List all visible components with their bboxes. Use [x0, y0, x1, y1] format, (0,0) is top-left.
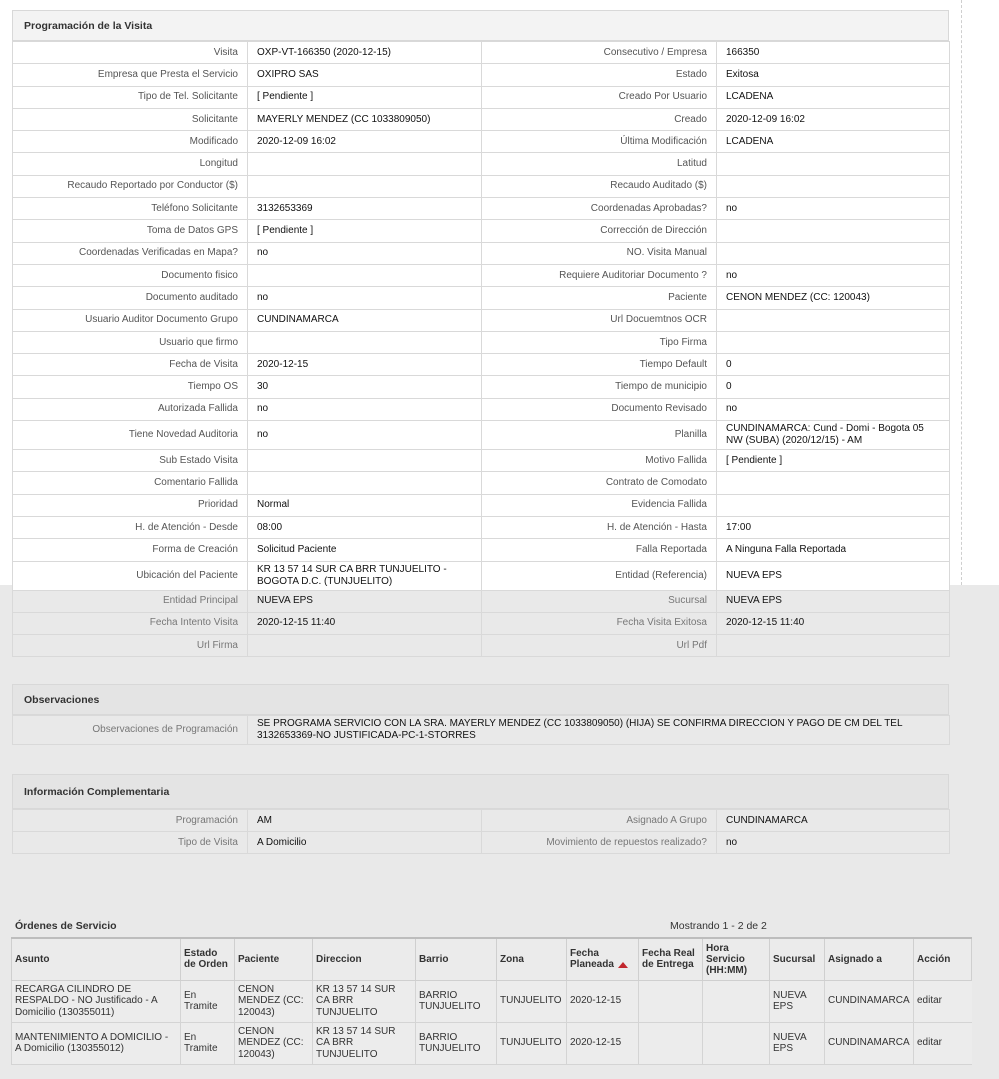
label-contrato-de-comodato: Contrato de Comodato	[482, 472, 717, 494]
field-row	[13, 198, 950, 220]
label-empresa-que-presta-el-servicio: Empresa que Presta el Servicio	[13, 64, 248, 86]
field-row	[13, 635, 950, 657]
field-row	[13, 398, 950, 420]
field-row	[13, 472, 950, 494]
field-row	[13, 287, 950, 309]
field-row	[13, 421, 950, 450]
field-row	[13, 590, 950, 612]
label-creado: Creado	[482, 108, 717, 130]
cell-direccion: KR 13 57 14 SUR CA BRR TUNJUELITO	[313, 1022, 416, 1064]
cell-zona: TUNJUELITO	[497, 980, 567, 1022]
cell-asignado: CUNDINAMARCA	[825, 1022, 914, 1064]
value-programacion: AM	[248, 810, 482, 832]
value-documento-auditado: no	[248, 287, 482, 309]
column-header-barrio[interactable]	[416, 938, 497, 980]
informacion-complementaria-panel	[12, 774, 949, 854]
value-prioridad: Normal	[248, 494, 482, 516]
cell-fecha-real	[639, 1022, 703, 1064]
value-recaudo-reportado-por-conductor	[248, 175, 482, 197]
cell-fecha-planeada: 2020-12-15	[567, 980, 639, 1022]
value-usuario-que-firmo	[248, 331, 482, 353]
label-motivo-fallida: Motivo Fallida	[482, 450, 717, 472]
cell-fecha-planeada: 2020-12-15	[567, 1022, 639, 1064]
label-comentario-fallida: Comentario Fallida	[13, 472, 248, 494]
value-toma-de-datos-gps: [ Pendiente ]	[248, 220, 482, 242]
label-paciente: Paciente	[482, 287, 717, 309]
label-coordenadas-verificadas-en-mapa: Coordenadas Verificadas en Mapa?	[13, 242, 248, 264]
value-sucursal: NUEVA EPS	[717, 590, 950, 612]
value-url-firma	[248, 635, 482, 657]
column-header-label: Paciente	[238, 953, 280, 965]
field-row	[13, 64, 950, 86]
label-solicitante: Solicitante	[13, 108, 248, 130]
column-header-accion[interactable]	[914, 938, 972, 980]
cell-asignado: CUNDINAMARCA	[825, 980, 914, 1022]
value-entidad-referencia: NUEVA EPS	[717, 561, 950, 590]
field-row	[13, 832, 950, 854]
label-sucursal: Sucursal	[482, 590, 717, 612]
value-fecha-visita-exitosa: 2020-12-15 11:40	[717, 612, 950, 634]
field-row	[13, 264, 950, 286]
programacion-table	[12, 41, 950, 657]
label-modificado: Modificado	[13, 131, 248, 153]
label-tiempo-os: Tiempo OS	[13, 376, 248, 398]
field-row	[13, 242, 950, 264]
value-modificado: 2020-12-09 16:02	[248, 131, 482, 153]
complementaria-table	[12, 809, 950, 854]
table-row	[12, 980, 972, 1022]
value-forma-de-creacion: Solicitud Paciente	[248, 539, 482, 561]
cell-accion	[914, 980, 972, 1022]
column-header-label: Zona	[500, 953, 524, 965]
value-no-visita-manual	[717, 242, 950, 264]
value-solicitante: MAYERLY MENDEZ (CC 1033809050)	[248, 108, 482, 130]
cell-sucursal: NUEVA EPS	[770, 1022, 825, 1064]
value-correccion-de-direccion	[717, 220, 950, 242]
column-header-direccion[interactable]	[313, 938, 416, 980]
label-documento-auditado: Documento auditado	[13, 287, 248, 309]
label-prioridad: Prioridad	[13, 494, 248, 516]
label-tiene-novedad-auditoria: Tiene Novedad Auditoria	[13, 421, 248, 450]
label-falla-reportada: Falla Reportada	[482, 539, 717, 561]
label-creado-por-usuario: Creado Por Usuario	[482, 86, 717, 108]
label-entidad-referencia: Entidad (Referencia)	[482, 561, 717, 590]
label-evidencia-fallida: Evidencia Fallida	[482, 494, 717, 516]
observaciones-row	[13, 716, 950, 745]
label-telefono-solicitante: Teléfono Solicitante	[13, 198, 248, 220]
field-row	[13, 108, 950, 130]
ordenes-title: Órdenes de Servicio	[15, 920, 117, 932]
value-longitud	[248, 153, 482, 175]
cell-barrio: BARRIO TUNJUELITO	[416, 1022, 497, 1064]
value-h-de-atencion-hasta: 17:00	[717, 516, 950, 538]
label-documento-fisico: Documento fisico	[13, 264, 248, 286]
column-header-asignado-a[interactable]	[825, 938, 914, 980]
label-tiempo-de-municipio: Tiempo de municipio	[482, 376, 717, 398]
cell-zona: TUNJUELITO	[497, 1022, 567, 1064]
edit-link[interactable]: editar	[917, 1037, 943, 1049]
label-requiere-auditoriar-documento: Requiere Auditoriar Documento ?	[482, 264, 717, 286]
cell-asunto: MANTENIMIENTO A DOMICILIO - A Domicilio (130355012)	[12, 1022, 181, 1064]
field-row	[13, 539, 950, 561]
label-estado: Estado	[482, 64, 717, 86]
label-fecha-visita-exitosa: Fecha Visita Exitosa	[482, 612, 717, 634]
ordenes-table	[11, 937, 972, 1065]
label-longitud: Longitud	[13, 153, 248, 175]
observaciones-panel	[12, 684, 949, 745]
label-h-de-atencion-desde: H. de Atención - Desde	[13, 516, 248, 538]
column-header-label: Asignado a	[828, 953, 882, 965]
column-header-label: Asunto	[15, 953, 50, 965]
column-header-label: Direccion	[316, 953, 362, 965]
value-tipo-firma	[717, 331, 950, 353]
label-programacion: Programación	[13, 810, 248, 832]
value-fecha-intento-visita: 2020-12-15 11:40	[248, 612, 482, 634]
value-fecha-de-visita: 2020-12-15	[248, 354, 482, 376]
value-url-pdf	[717, 635, 950, 657]
cell-estado: En Tramite	[181, 1022, 235, 1064]
programacion-panel	[12, 10, 949, 657]
field-row	[13, 309, 950, 331]
cell-fecha-real	[639, 980, 703, 1022]
value-url-docuemtnos-ocr	[717, 309, 950, 331]
field-row	[13, 42, 950, 64]
cell-paciente: CENON MENDEZ (CC: 120043)	[235, 980, 313, 1022]
sort-asc-icon[interactable]	[618, 962, 628, 968]
field-row	[13, 494, 950, 516]
column-header-label: Fecha Planeada	[570, 948, 614, 971]
field-row	[13, 153, 950, 175]
label-tiempo-default: Tiempo Default	[482, 354, 717, 376]
panel-title: Observaciones	[12, 684, 949, 715]
cell-sucursal: NUEVA EPS	[770, 980, 825, 1022]
field-row	[13, 561, 950, 590]
observaciones-table	[12, 715, 950, 745]
label-usuario-que-firmo: Usuario que firmo	[13, 331, 248, 353]
value-documento-revisado: no	[717, 398, 950, 420]
value-asignado-a-grupo: CUNDINAMARCA	[717, 810, 950, 832]
table-row	[12, 1022, 972, 1064]
column-header-label: Hora Servicio (HH:MM)	[706, 942, 748, 976]
value-usuario-auditor-documento-grupo: CUNDINAMARCA	[248, 309, 482, 331]
label-coordenadas-aprobadas: Coordenadas Aprobadas?	[482, 198, 717, 220]
column-header-asunto[interactable]	[12, 938, 181, 980]
observaciones-value: SE PROGRAMA SERVICIO CON LA SRA. MAYERLY MENDEZ (CC 1033809050) (HIJA) SE CONFIRMA DIRECCION Y PAGO DE CM DEL TEL 3132653369-NO JUSTIFICADA-PC-1-STORRES	[248, 716, 950, 745]
column-header-sucursal[interactable]	[770, 938, 825, 980]
label-ultima-modificacion: Última Modificación	[482, 131, 717, 153]
column-header-fecha-planeada[interactable]	[567, 938, 639, 980]
column-header-label: Fecha Real de Entrega	[642, 948, 695, 971]
cell-asunto: RECARGA CILINDRO DE RESPALDO - NO Justificado - A Domicilio (130355011)	[12, 980, 181, 1022]
column-header-hora-servicio-hh-mm[interactable]	[703, 938, 770, 980]
value-h-de-atencion-desde: 08:00	[248, 516, 482, 538]
field-row	[13, 612, 950, 634]
panel-title: Información Complementaria	[12, 774, 949, 809]
value-contrato-de-comodato	[717, 472, 950, 494]
label-visita: Visita	[13, 42, 248, 64]
label-asignado-a-grupo: Asignado A Grupo	[482, 810, 717, 832]
field-row	[13, 331, 950, 353]
label-fecha-intento-visita: Fecha Intento Visita	[13, 612, 248, 634]
value-tiempo-de-municipio: 0	[717, 376, 950, 398]
value-coordenadas-verificadas-en-mapa: no	[248, 242, 482, 264]
label-forma-de-creacion: Forma de Creación	[13, 539, 248, 561]
label-recaudo-reportado-por-conductor: Recaudo Reportado por Conductor ($)	[13, 175, 248, 197]
column-header-label: Sucursal	[773, 953, 816, 965]
label-autorizada-fallida: Autorizada Fallida	[13, 398, 248, 420]
value-tiempo-os: 30	[248, 376, 482, 398]
cell-accion	[914, 1022, 972, 1064]
column-header-estado-de-orden[interactable]	[181, 938, 235, 980]
value-latitud	[717, 153, 950, 175]
label-sub-estado-visita: Sub Estado Visita	[13, 450, 248, 472]
field-row	[13, 810, 950, 832]
value-planilla: CUNDINAMARCA: Cund - Domi - Bogota 05 NW (SUBA) (2020/12/15) - AM	[717, 421, 950, 450]
label-correccion-de-direccion: Corrección de Dirección	[482, 220, 717, 242]
label-url-firma: Url Firma	[13, 635, 248, 657]
value-ultima-modificacion: LCADENA	[717, 131, 950, 153]
value-comentario-fallida	[248, 472, 482, 494]
column-header-label: Estado de Orden	[184, 948, 228, 971]
column-header-fecha-real-de-entrega[interactable]	[639, 938, 703, 980]
field-row	[13, 354, 950, 376]
field-row	[13, 220, 950, 242]
value-tiene-novedad-auditoria: no	[248, 421, 482, 450]
value-autorizada-fallida: no	[248, 398, 482, 420]
value-falla-reportada: A Ninguna Falla Reportada	[717, 539, 950, 561]
label-tipo-de-visita: Tipo de Visita	[13, 832, 248, 854]
value-creado: 2020-12-09 16:02	[717, 108, 950, 130]
column-header-zona[interactable]	[497, 938, 567, 980]
value-estado: Exitosa	[717, 64, 950, 86]
field-row	[13, 376, 950, 398]
value-recaudo-auditado	[717, 175, 950, 197]
value-creado-por-usuario: LCADENA	[717, 86, 950, 108]
page-edge-divider	[961, 0, 962, 585]
field-row	[13, 450, 950, 472]
cell-hora	[703, 1022, 770, 1064]
value-empresa-que-presta-el-servicio: OXIPRO SAS	[248, 64, 482, 86]
value-tiempo-default: 0	[717, 354, 950, 376]
label-recaudo-auditado: Recaudo Auditado ($)	[482, 175, 717, 197]
value-motivo-fallida: [ Pendiente ]	[717, 450, 950, 472]
label-latitud: Latitud	[482, 153, 717, 175]
label-tipo-firma: Tipo Firma	[482, 331, 717, 353]
column-header-paciente[interactable]	[235, 938, 313, 980]
cell-barrio: BARRIO TUNJUELITO	[416, 980, 497, 1022]
cell-hora	[703, 980, 770, 1022]
cell-estado: En Tramite	[181, 980, 235, 1022]
value-ubicacion-del-paciente: KR 13 57 14 SUR CA BRR TUNJUELITO - BOGOTA D.C. (TUNJUELITO)	[248, 561, 482, 590]
value-consecutivo-empresa: 166350	[717, 42, 950, 64]
cell-paciente: CENON MENDEZ (CC: 120043)	[235, 1022, 313, 1064]
value-visita: OXP-VT-166350 (2020-12-15)	[248, 42, 482, 64]
label-toma-de-datos-gps: Toma de Datos GPS	[13, 220, 248, 242]
label-entidad-principal: Entidad Principal	[13, 590, 248, 612]
value-paciente: CENON MENDEZ (CC: 120043)	[717, 287, 950, 309]
label-planilla: Planilla	[482, 421, 717, 450]
value-movimiento-de-repuestos-realizado: no	[717, 832, 950, 854]
pagination-count: Mostrando 1 - 2 de 2	[670, 920, 767, 932]
field-row	[13, 86, 950, 108]
label-documento-revisado: Documento Revisado	[482, 398, 717, 420]
label-movimiento-de-repuestos-realizado: Movimiento de repuestos realizado?	[482, 832, 717, 854]
label-consecutivo-empresa: Consecutivo / Empresa	[482, 42, 717, 64]
value-documento-fisico	[248, 264, 482, 286]
cell-direccion: KR 13 57 14 SUR CA BRR TUNJUELITO	[313, 980, 416, 1022]
panel-title: Programación de la Visita	[12, 10, 949, 41]
field-row	[13, 516, 950, 538]
field-label: Observaciones de Programación	[13, 716, 248, 745]
value-tipo-de-visita: A Domicilio	[248, 832, 482, 854]
label-url-pdf: Url Pdf	[482, 635, 717, 657]
label-url-docuemtnos-ocr: Url Docuemtnos OCR	[482, 309, 717, 331]
value-evidencia-fallida	[717, 494, 950, 516]
value-requiere-auditoriar-documento: no	[717, 264, 950, 286]
column-header-label: Barrio	[419, 953, 449, 965]
value-coordenadas-aprobadas: no	[717, 198, 950, 220]
value-sub-estado-visita	[248, 450, 482, 472]
label-tipo-de-tel-solicitante: Tipo de Tel. Solicitante	[13, 86, 248, 108]
edit-link[interactable]: editar	[917, 995, 943, 1007]
label-ubicacion-del-paciente: Ubicación del Paciente	[13, 561, 248, 590]
label-usuario-auditor-documento-grupo: Usuario Auditor Documento Grupo	[13, 309, 248, 331]
value-entidad-principal: NUEVA EPS	[248, 590, 482, 612]
value-tipo-de-tel-solicitante: [ Pendiente ]	[248, 86, 482, 108]
label-no-visita-manual: NO. Visita Manual	[482, 242, 717, 264]
label-fecha-de-visita: Fecha de Visita	[13, 354, 248, 376]
value-telefono-solicitante: 3132653369	[248, 198, 482, 220]
column-header-label: Acción	[917, 953, 951, 965]
label-h-de-atencion-hasta: H. de Atención - Hasta	[482, 516, 717, 538]
field-row	[13, 131, 950, 153]
field-row	[13, 175, 950, 197]
